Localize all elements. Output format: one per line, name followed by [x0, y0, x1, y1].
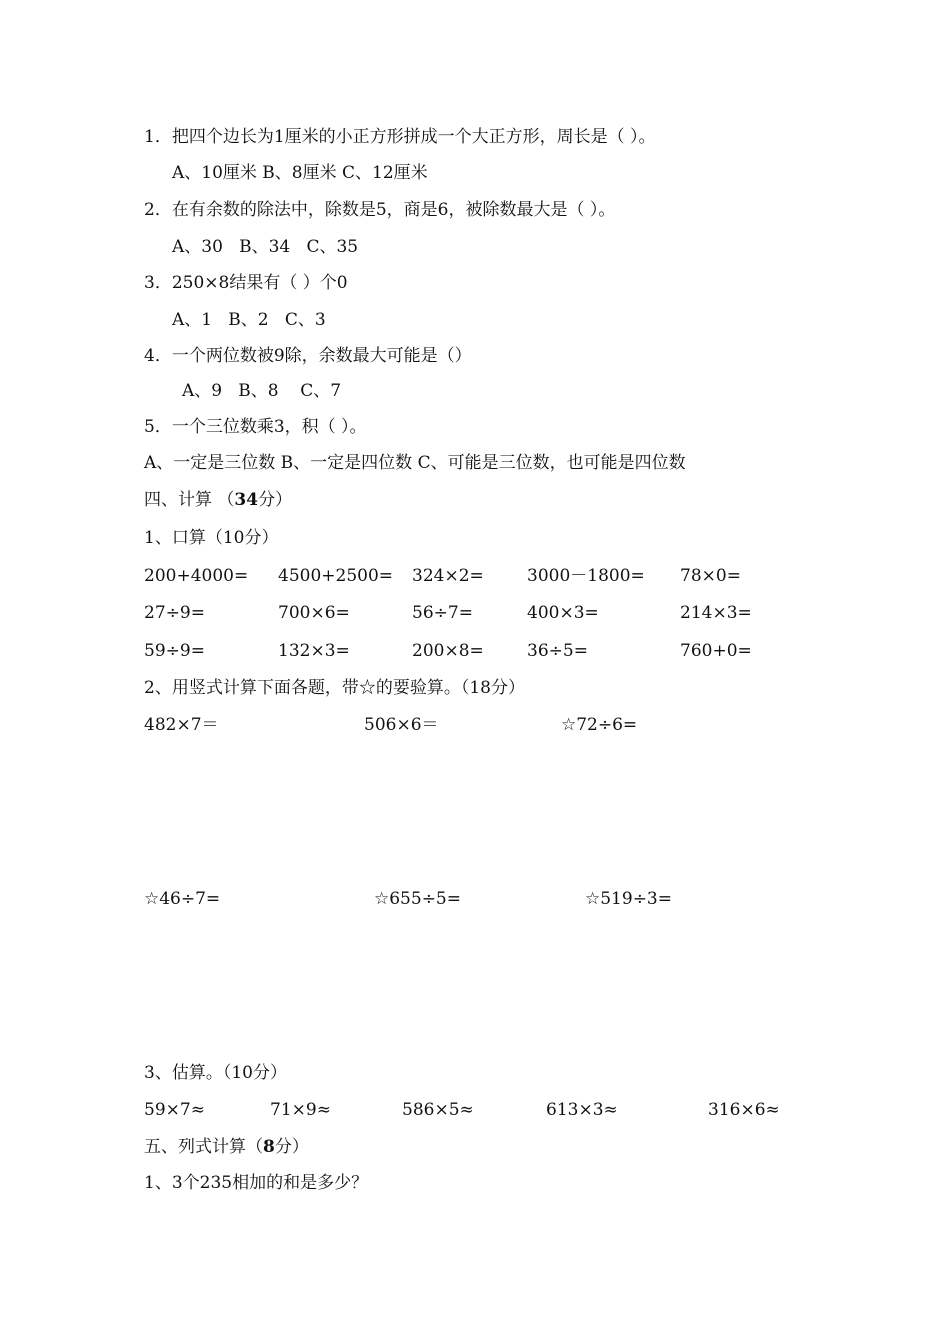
vertical-item: 482×7＝ — [144, 715, 219, 735]
choice-q3-options: A、1 B、2 C、3 — [172, 310, 326, 330]
vertical-item: ☆655÷5= — [374, 889, 461, 909]
choice-q1-options: A、10厘米 B、8厘米 C、12厘米 — [172, 163, 428, 183]
choice-q5-options: A、一定是三位数 B、一定是四位数 C、可能是三位数，也可能是四位数 — [144, 453, 686, 473]
choice-q2-options: A、30 B、34 C、35 — [172, 237, 359, 257]
vertical-item: ☆72÷6= — [561, 715, 638, 735]
word-problem-1: 1、3个235相加的和是多少？ — [144, 1173, 369, 1193]
oral-item: 78×0= — [680, 566, 741, 586]
choice-q1-stem: 1．把四个边长为1厘米的小正方形拼成一个大正方形，周长是（ ）。 — [144, 127, 656, 147]
choice-q4-stem: 4．一个两位数被9除，余数最大可能是（） — [144, 346, 472, 366]
oral-item: 59÷9= — [144, 641, 205, 661]
oral-item: 760+0= — [680, 641, 752, 661]
oral-item: 400×3= — [527, 603, 599, 623]
section-4-heading — [144, 489, 292, 511]
estimate-item: 59×7≈ — [144, 1100, 205, 1120]
section-5-prefix: 五、列式计算（ — [144, 1137, 263, 1157]
oral-item: 27÷9= — [144, 603, 205, 623]
choice-q4-options: A、9 B、8 C、7 — [182, 381, 342, 401]
vertical-item: ☆46÷7= — [144, 889, 221, 909]
oral-item: 214×3= — [680, 603, 752, 623]
vertical-item: ☆519÷3= — [585, 889, 672, 909]
vertical-item: 506×6＝ — [364, 715, 439, 735]
oral-calc-title: 1、口算（10分） — [144, 528, 279, 548]
section-4-score: 34 — [234, 490, 259, 510]
section-5-heading — [144, 1136, 309, 1158]
section-4-prefix: 四、计算 （ — [144, 490, 235, 510]
oral-item: 36÷5= — [527, 641, 588, 661]
estimate-item: 71×9≈ — [270, 1100, 331, 1120]
estimate-item: 613×3≈ — [546, 1100, 618, 1120]
estimate-title: 3、估算。（10分） — [144, 1063, 287, 1083]
oral-item: 3000－1800= — [527, 566, 645, 586]
section-5-score: 8 — [263, 1137, 275, 1157]
oral-item: 4500+2500= — [278, 566, 394, 586]
oral-item: 56÷7= — [412, 603, 473, 623]
oral-item: 200×8= — [412, 641, 484, 661]
vertical-calc-title: 2、用竖式计算下面各题，带☆的要验算。（18分） — [144, 678, 525, 698]
section-4-suffix: 分） — [258, 490, 293, 510]
choice-q5-stem: 5．一个三位数乘3，积（ ）。 — [144, 417, 367, 437]
oral-item: 200+4000= — [144, 566, 249, 586]
choice-q3-stem: 3．250×8结果有（ ）个0 — [144, 273, 348, 293]
estimate-item: 316×6≈ — [708, 1100, 780, 1120]
choice-q2-stem: 2．在有余数的除法中，除数是5，商是6，被除数最大是（ ）。 — [144, 200, 616, 220]
oral-item: 132×3= — [278, 641, 350, 661]
section-5-suffix: 分） — [274, 1137, 309, 1157]
oral-item: 700×6= — [278, 603, 350, 623]
oral-item: 324×2= — [412, 566, 484, 586]
estimate-item: 586×5≈ — [402, 1100, 474, 1120]
